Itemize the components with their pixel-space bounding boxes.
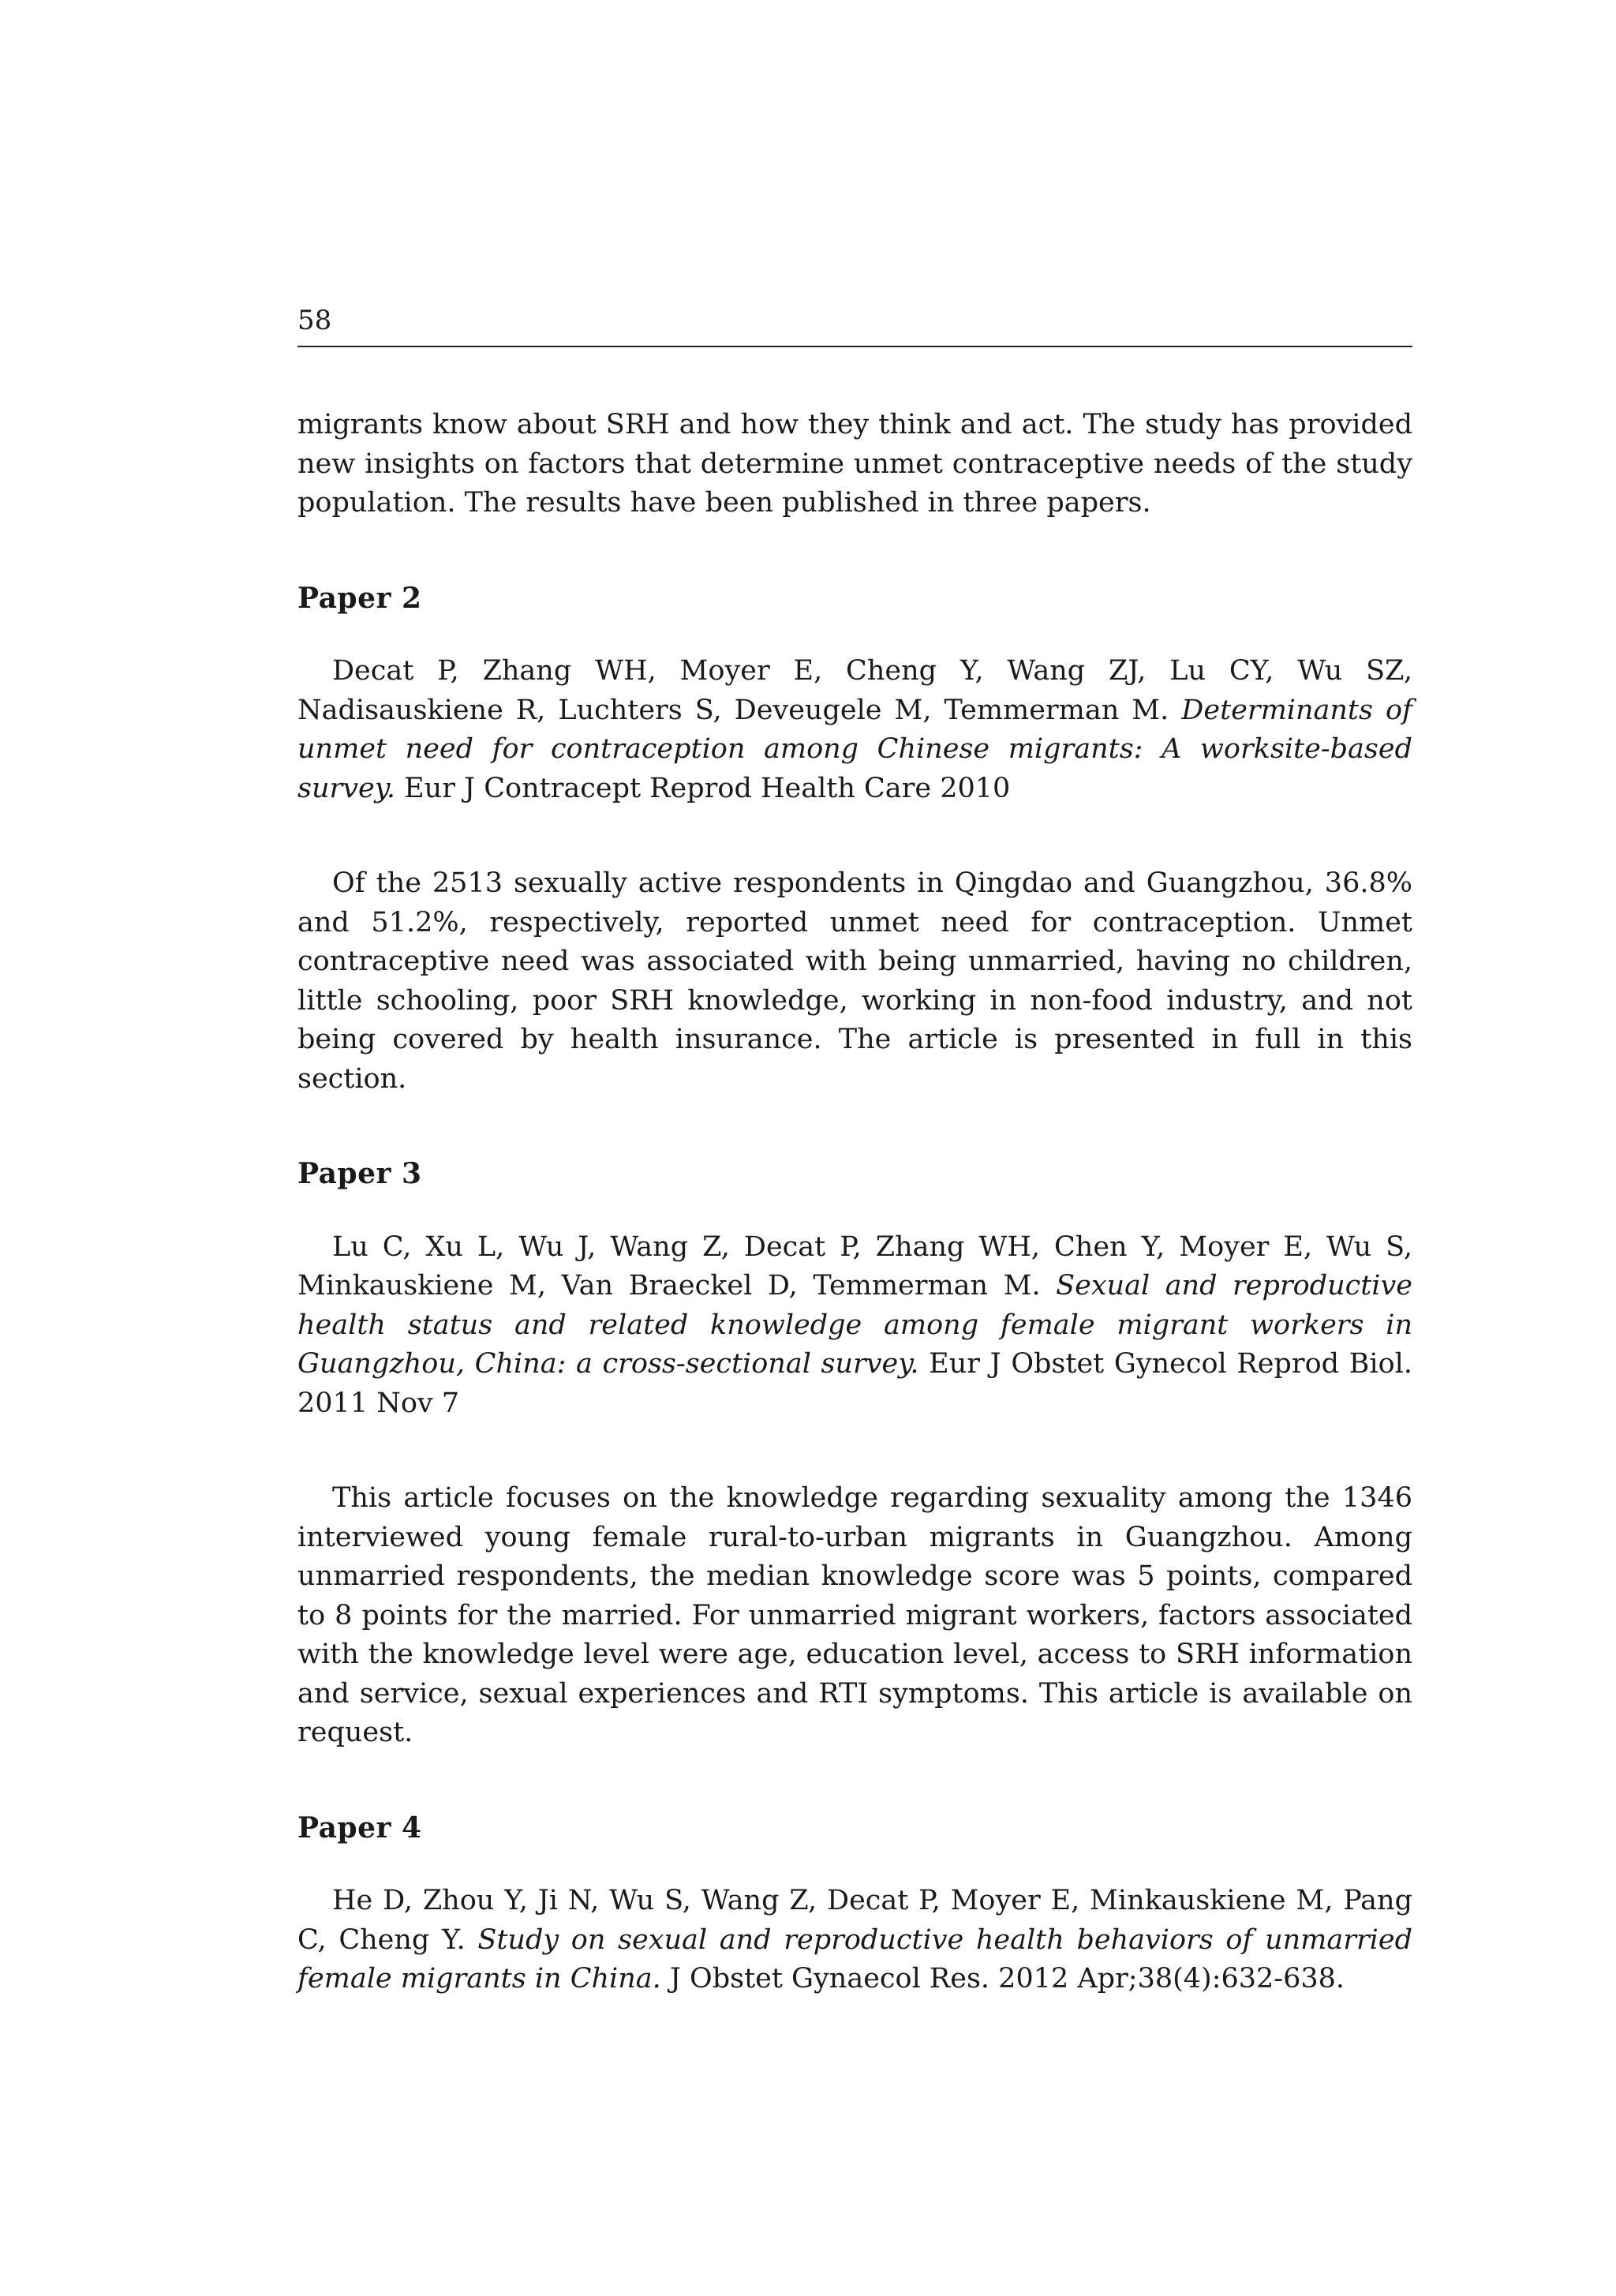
paper-3-summary: This article focuses on the knowledge regarding sexuality among the 1346 interviewed young female rural-to-urban migrants in Guangzhou. Among unmarried respondents, the median knowledge score was 5 points, compared to 8 points for the married. For unmarried migrant workers, factors associated with the knowledge level were age, education level, access to SRH information and service, sexual experiences and RTI symptoms. This article is available on request. xyxy=(297,1482,1412,1748)
paper-2-citation xyxy=(297,652,1412,808)
page-number: 58 xyxy=(297,305,332,336)
paper-4-title: Study on sexual and reproductive health behaviors of unmarried female migrants in China. xyxy=(297,1923,1412,1994)
paper-4-authors: He D, Zhou Y, Ji N, Wu S, Wang Z, Decat P, Moyer E, Minkauskiene M, Pang C, Cheng Y. xyxy=(297,1885,1412,1956)
paper-2-source: Eur J Contracept Reprod Health Care 2010 xyxy=(395,772,1011,804)
paper-3-source: Eur J Obstet Gynecol Reprod Biol. 2011 Nov 7 xyxy=(297,1348,1412,1419)
paper-2-heading: Paper 2 xyxy=(297,581,422,615)
paper-2-summary: Of the 2513 sexually active respondents in Qingdao and Guangzhou, 36.8% and 51.2%, respectively, reported unmet need for contraception. Unmet contraceptive need was associated with being unmarried, having no children, little schooling, poor SRH knowledge, working in non-food industry, and not being covered by health insurance. The article is presented in full in this section. xyxy=(297,867,1412,1095)
paper-4-citation xyxy=(297,1882,1412,1999)
paper-4-heading: Paper 4 xyxy=(297,1811,422,1845)
page-body xyxy=(297,300,1412,1999)
paper-3-title: Sexual and reproductive health status and related knowledge among female migrant workers in Guangzhou, China: a cross-sectional survey. xyxy=(297,1270,1412,1380)
paper-4-source: J Obstet Gynaecol Res. 2012 Apr;38(4):632-638. xyxy=(660,1963,1345,1994)
paper-3-heading: Paper 3 xyxy=(297,1157,422,1190)
paper-2-title: Determinants of unmet need for contraception among Chinese migrants: A worksite-based survey. xyxy=(297,694,1412,804)
paper-3-citation xyxy=(297,1228,1412,1424)
intro-paragraph: migrants know about SRH and how they think and act. The study has provided new insights on factors that determine unmet contraceptive needs of the study population. The results have been published in three papers. xyxy=(297,409,1412,519)
paper-3-authors: Lu C, Xu L, Wu J, Wang Z, Decat P, Zhang WH, Chen Y, Moyer E, Wu S, Minkauskiene M, Van Braeckel D, Temmerman M. xyxy=(297,1230,1412,1302)
running-header xyxy=(297,300,1412,347)
paper-2-authors: Decat P, Zhang WH, Moyer E, Cheng Y, Wang ZJ, Lu CY, Wu SZ, Nadisauskiene R, Luchters S, Deveugele M, Temmerman M. xyxy=(297,655,1412,726)
